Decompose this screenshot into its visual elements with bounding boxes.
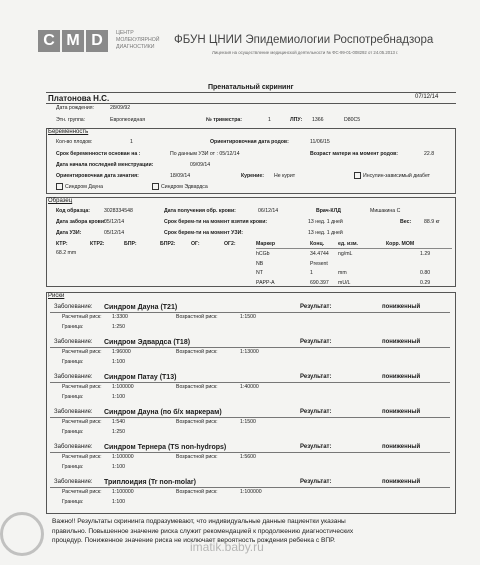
border-label: Граница: (62, 429, 84, 435)
calc-risk-value: 1:100000 (112, 384, 134, 390)
disease-label: Заболевание: (54, 339, 93, 345)
license-text: Лицензия на осуществление медицинской деятельности № ФС-99-01-008292 от 24.05.2013 г. (212, 50, 399, 55)
sample-code-label: Код образца: (56, 208, 90, 214)
doctor-label: Врач-КЛД (316, 208, 341, 214)
border-label: Граница: (62, 499, 84, 505)
marker-name: NT (256, 270, 263, 276)
edd-label: Ориентировочная дата родов: (210, 139, 289, 145)
disease-label: Заболевание: (54, 444, 93, 450)
patient-name: Платонова Н.С. (48, 94, 110, 103)
mom-header: Корр. МОМ (386, 241, 415, 247)
watermark-logo (0, 512, 44, 556)
age-risk-value: 1:5600 (240, 454, 256, 460)
trimester-label: № триместра: (206, 117, 242, 123)
sample-code-value: 3028334548 (104, 208, 133, 214)
diabetes-checkbox[interactable]: Инсулин-зависимый диабет (354, 172, 430, 179)
mother-age-label: Возраст матери на момент родов: (310, 151, 399, 157)
calc-risk-value: 1:100000 (112, 454, 134, 460)
marker-conc: Present (310, 260, 328, 267)
age-risk-value: 1:40000 (240, 384, 259, 390)
age-risk-value: 1:1500 (240, 419, 256, 425)
divider (50, 382, 450, 383)
birth-label: Дата рождения: (56, 105, 95, 111)
result-value: пониженный (382, 339, 421, 345)
calc-risk-value: 1:3300 (112, 314, 128, 320)
border-label: Граница: (62, 394, 84, 400)
disease-name: Синдром Эдвардса (T18) (104, 338, 191, 346)
checkbox-icon (354, 172, 361, 179)
weight-label: Вес: (400, 219, 412, 225)
term-basis-label: Срок беременности основан на : (56, 151, 141, 157)
term-blood-label: Срок берем-ти на момент взятия крови: (164, 219, 268, 225)
cmd-logo (38, 30, 110, 52)
result-label: Результат: (300, 339, 332, 345)
lmp-label: Дата начала последней менструации: (56, 162, 154, 168)
lpu-value: 1366 (312, 117, 324, 123)
border-label: Граница: (62, 324, 84, 330)
disease-name: Синдром Патау (T13) (104, 373, 177, 381)
divider (50, 347, 450, 348)
conception-value: 18/09/14 (170, 173, 191, 179)
watermark-text: imatik.baby.ru (190, 540, 264, 554)
lpu-label: ЛПУ: (290, 117, 303, 123)
marker-header: Маркер (256, 241, 276, 247)
param-ktr2: КТР2: (90, 241, 105, 247)
footer-note: Важно!! Результаты скрининга подразумевают, что индивидуальные данные пациентки указаны правильно. Повышенное значение риска служит рекомендацией к продолжению диагностических процедур. Пониженное значение риска не исключает вероятность рождения ребенка с ВПР. (52, 518, 354, 544)
calc-risk-label: Расчетный риск: (62, 489, 102, 495)
border-value: 1:250 (112, 324, 125, 330)
marker-name: PAPP-A (256, 279, 275, 286)
logo-letter: C (38, 30, 60, 52)
result-label: Результат: (300, 479, 332, 485)
lpu-code: D80C5 (344, 117, 361, 123)
edwards-checkbox[interactable]: Синдром Эдвардса (152, 183, 208, 190)
down-checkbox[interactable]: Синдром Дауна (56, 183, 103, 190)
age-risk-value: 1:1500 (240, 314, 256, 320)
disease-name: Синдром Дауна (T21) (104, 303, 178, 311)
marker-conc: 1 (310, 270, 313, 276)
border-value: 1:100 (112, 394, 125, 400)
calc-risk-label: Расчетный риск: (62, 419, 102, 425)
disease-label: Заболевание: (54, 374, 93, 380)
border-value: 1:100 (112, 464, 125, 470)
uzi-value: 05/12/14 (104, 230, 125, 236)
marker-mom: 0.29 (420, 279, 431, 286)
calc-risk-label: Расчетный риск: (62, 349, 102, 355)
term-blood-value: 13 нед. 1 дней (308, 219, 343, 225)
term-uzi-label: Срок берем-ти на момент УЗИ: (164, 230, 244, 236)
divider (50, 487, 450, 488)
age-risk-label: Возрастной риск: (176, 349, 218, 355)
age-risk-value: 1:100000 (240, 489, 262, 495)
smoking-value: Не курит (274, 173, 296, 179)
disease-name: Синдром Тернера (TS non-hydrops) (104, 443, 227, 451)
lmp-value: 09/09/14 (190, 162, 211, 168)
result-label: Результат: (300, 304, 332, 310)
term-uzi-value: 13 нед. 1 дней (308, 230, 343, 236)
ktr-value: 68.2 mm (56, 250, 77, 256)
param-og: ОГ: (191, 241, 200, 247)
border-value: 1:100 (112, 359, 125, 365)
marker-name: NB (256, 260, 264, 267)
pregnancy-title: Беременность (48, 129, 89, 135)
param-bpr: БПР: (124, 241, 137, 247)
param-ktr: КТР: (56, 241, 68, 247)
border-value: 1:250 (112, 429, 125, 435)
marker-conc: 34.4744 (310, 251, 329, 257)
mother-age-value: 22.8 (424, 151, 435, 157)
disease-name: Триплоидия (Tr non-molar) (104, 478, 196, 486)
marker-unit: mU/L (338, 279, 351, 286)
org-title: ФБУН ЦНИИ Эпидемиологии Роспотребнадзора (174, 34, 434, 46)
received-label: Дата получения обр. крови: (164, 208, 236, 214)
sample-title: Образец (48, 198, 73, 204)
logo-letter: M (62, 30, 84, 52)
uzi-label: Дата УЗИ: (56, 230, 82, 236)
param-og2: ОГ2: (224, 241, 236, 247)
divider (50, 417, 450, 418)
calc-risk-value: 1:96000 (112, 349, 131, 355)
smoking-label: Курение: (241, 173, 264, 179)
marker-mom: 1.29 (420, 251, 431, 257)
disease-name: Синдром Дауна (по б/х маркерам) (104, 408, 222, 416)
pregnancy-section (46, 128, 456, 194)
disease-label: Заболевание: (54, 479, 93, 485)
age-risk-label: Возрастной риск: (176, 489, 218, 495)
result-value: пониженный (382, 479, 421, 485)
received-value: 06/12/14 (258, 208, 279, 214)
conc-header: Конц. (310, 241, 325, 247)
logo-letter: D (86, 30, 108, 52)
weight-value: 88.9 кг (424, 219, 440, 225)
age-risk-label: Возрастной риск: (176, 454, 218, 460)
risks-title: Риски (48, 293, 65, 299)
document-title: Пренатальный скрининг (208, 84, 294, 91)
calc-risk-label: Расчетный риск: (62, 314, 102, 320)
trimester-value: 1 (268, 117, 271, 123)
calc-risk-label: Расчетный риск: (62, 454, 102, 460)
border-label: Граница: (62, 464, 84, 470)
ethnic-value: Европеоидная (110, 117, 146, 123)
edd-value: 11/06/15 (310, 139, 330, 145)
taken-label: Дата забора крови: (56, 219, 106, 225)
unit-header: ед. изм. (338, 241, 358, 247)
disease-label: Заболевание: (54, 409, 93, 415)
age-risk-label: Возрастной риск: (176, 314, 218, 320)
age-risk-value: 1:13000 (240, 349, 259, 355)
result-value: пониженный (382, 374, 421, 380)
result-value: пониженный (382, 444, 421, 450)
result-label: Результат: (300, 374, 332, 380)
calc-risk-value: 1:100000 (112, 489, 134, 495)
marker-mom: 0.80 (420, 270, 431, 276)
border-label: Граница: (62, 359, 84, 365)
report-date: 07/12/14 (415, 94, 439, 100)
divider (50, 312, 450, 313)
result-value: пониженный (382, 409, 421, 415)
marker-unit: mm (338, 270, 347, 276)
marker-conc: 690.397 (310, 279, 329, 286)
fetus-value: 1 (130, 139, 133, 145)
age-risk-label: Возрастной риск: (176, 384, 218, 390)
term-basis-value: По данным УЗИ от : 05/12/14 (170, 151, 240, 157)
result-value: пониженный (382, 304, 421, 310)
result-label: Результат: (300, 409, 332, 415)
fetus-label: Кол-во плодов: (56, 139, 93, 145)
disease-label: Заболевание: (54, 304, 93, 310)
logo-subtitle: ЦЕНТР МОЛЕКУЛЯРНОЙ ДИАГНОСТИКИ (116, 30, 160, 50)
marker-unit: ng/mL (338, 251, 353, 257)
result-label: Результат: (300, 444, 332, 450)
taken-value: 05/12/14 (104, 219, 125, 225)
calc-risk-label: Расчетный риск: (62, 384, 102, 390)
border-value: 1:100 (112, 499, 125, 505)
doctor-value: Мишакина С (370, 208, 401, 214)
conception-label: Ориентировочная дата зачатия: (56, 173, 139, 179)
marker-name: hCGb (256, 251, 270, 257)
calc-risk-value: 1:540 (112, 419, 125, 425)
ethnic-label: Этн. группа: (56, 117, 86, 123)
param-bpr2: БПР2: (160, 241, 176, 247)
birth-value: 28/09/92 (110, 105, 131, 111)
divider (50, 452, 450, 453)
age-risk-label: Возрастной риск: (176, 419, 218, 425)
checkbox-icon (56, 183, 63, 190)
checkbox-icon (152, 183, 159, 190)
